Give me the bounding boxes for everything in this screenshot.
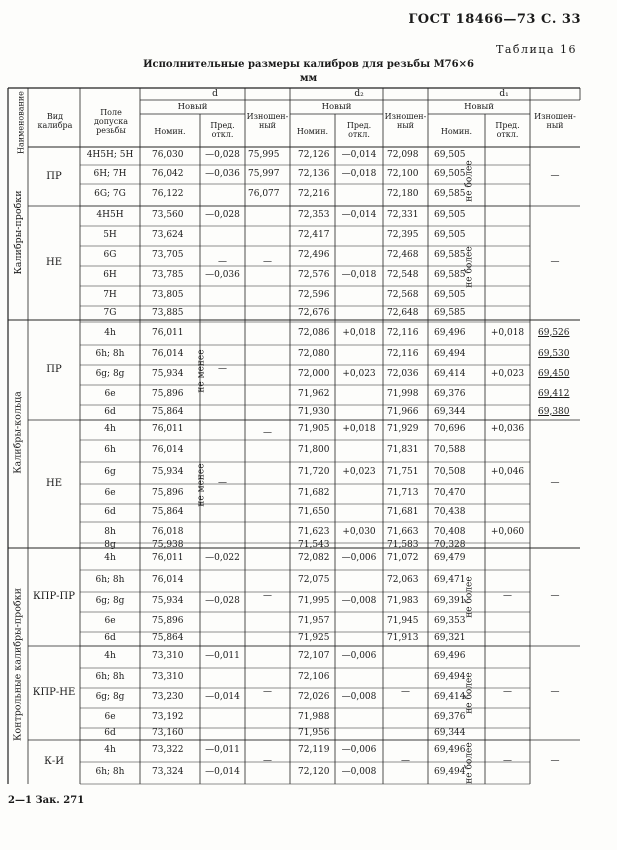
d-worn-cell: 75,995 [248,150,280,160]
header-vid: Вид калибра [37,112,73,130]
dash-cell: — [550,591,560,601]
d-deviation-cell: —0,014 [205,692,240,702]
d1-nominal-cell: 69,505 [434,210,466,220]
d-nominal-cell: 73,192 [152,712,184,722]
d-nominal-cell: 76,011 [152,327,184,338]
d1-nominal-cell: 69,414 [434,692,466,702]
d2-nominal-cell: 71,988 [298,712,330,722]
d-deviation-cell: —0,011 [205,745,240,755]
d2-nominal-cell: 72,353 [298,210,330,220]
d1-nominal-cell: 70,438 [434,507,466,517]
d-nominal-cell: 75,864 [152,507,184,517]
page-footer: 2—1 Зак. 271 [8,795,85,806]
d-nominal-cell: 73,324 [152,767,184,777]
d1-nominal-cell: 69,496 [434,745,466,755]
d-deviation-cell: —0,028 [205,210,240,220]
document-code: ГОСТ 18466—73 С. 33 [408,12,581,27]
d1-deviation-cell: +0,023 [490,369,525,379]
dash-cell: — [550,170,560,181]
d-nominal-cell: 73,885 [152,308,184,318]
d2-deviation-cell: —0,014 [341,210,377,220]
note-ne-bolee: не более [464,576,475,618]
tolerance-cell: 4h [104,553,116,563]
d2-worn-cell: 71,998 [387,389,419,399]
calibre-kind-label: ПР [46,170,62,182]
header-nomin: Номин. [440,127,473,136]
dash-cell: — [263,257,272,267]
tolerance-cell: 8h [104,526,116,537]
dash-cell: — [263,687,272,697]
d1-nominal-cell: 70,696 [434,424,466,434]
tolerance-cell: 6d [104,633,116,643]
d2-deviation-cell: +0,023 [342,467,376,477]
d2-nominal-cell: 72,026 [298,692,330,702]
tolerance-cell: 6h; 8h [95,349,125,359]
d-nominal-cell: 75,896 [152,488,184,498]
d2-worn-cell: 72,116 [387,349,419,359]
d1-nominal-cell: 69,585 [434,189,466,199]
tolerance-cell: 6g; 8g [95,596,125,606]
table-number: Таблица 16 [496,43,577,56]
d2-nominal-cell: 71,682 [298,488,330,498]
d2-nominal-cell: 72,120 [298,767,330,777]
tolerance-cell: 7G [103,308,117,318]
d1-nominal-cell: 69,471 [434,575,466,585]
d2-nominal-cell: 71,995 [298,596,330,606]
d2-worn-cell: 72,395 [387,230,419,240]
d2-nominal-cell: 72,676 [298,308,330,318]
d-nominal-cell: 73,322 [152,745,184,755]
d1-deviation-cell: +0,036 [490,424,525,434]
d2-deviation-cell: +0,018 [342,424,376,434]
header-d2: d₂ [354,89,364,99]
d2-worn-cell: 71,681 [387,507,419,517]
unit-label: мм [299,73,318,84]
note-ne-menee: не менее [196,349,207,393]
calibre-kind-label: К-И [44,756,64,767]
d-nominal-cell: 73,705 [152,250,184,260]
header-nomin: Номин. [154,127,186,136]
d1-worn-cell: 69,412 [538,389,570,399]
note-ne-bolee: не более [464,246,475,288]
note-ne-menee: не менее [196,463,207,507]
d1-nominal-cell: 69,505 [434,290,466,300]
note-ne-bolee: не более [464,160,475,202]
tolerance-cell: 6h; 8h [95,672,125,682]
d-nominal-cell: 76,011 [152,424,184,434]
d-deviation-cell: —0,036 [205,168,240,179]
tolerance-cell: 6e [104,712,116,722]
d1-deviation-cell: +0,060 [490,526,525,537]
d-nominal-cell: 76,042 [152,168,184,179]
d1-nominal-cell: 70,470 [434,488,466,498]
d1-nominal-cell: 69,505 [434,230,466,240]
table-caption: Исполнительные размеры калибров для резьбы М76×6 [143,59,474,70]
header-iznosh: Изношен-ный [534,112,576,130]
d2-worn-cell: 72,100 [387,168,419,179]
d2-deviation-cell: —0,008 [341,767,377,777]
d2-deviation-cell: —0,008 [341,596,377,606]
d-worn-cell: 76,077 [248,189,280,199]
d-nominal-cell: 76,014 [152,349,184,359]
header-iznosh: Изношен-ный [384,112,427,130]
d2-deviation-cell: —0,006 [341,745,377,755]
d-nominal-cell: 73,230 [152,692,184,702]
d2-nominal-cell: 71,957 [298,616,330,626]
tolerance-cell: 6Н [103,270,117,280]
d2-nominal-cell: 71,720 [298,467,330,477]
tolerance-cell: 6e [104,616,116,626]
d2-worn-cell: 71,831 [387,445,419,455]
dash-cell: — [218,257,227,267]
d2-deviation-cell: —0,008 [341,692,377,702]
d2-worn-cell: 72,548 [387,270,419,280]
d2-worn-cell: 71,966 [387,406,419,417]
dash-cell: — [263,756,272,766]
d-deviation-cell: —0,014 [205,767,240,777]
calibre-kind-label: КПР-ПР [32,591,76,602]
dash-cell: — [550,257,560,267]
d-deviation-cell: —0,036 [205,270,240,280]
d1-worn-cell: 69,450 [538,369,570,379]
d2-nominal-cell: 71,962 [298,389,330,399]
tolerance-cell: 5Н [103,230,117,240]
d-nominal-cell: 73,310 [152,651,184,661]
d2-deviation-cell: —0,018 [341,168,377,179]
d2-nominal-cell: 72,216 [298,189,330,199]
d1-nominal-cell: 69,414 [434,369,466,379]
calibre-kind-label: КПР-НЕ [32,687,76,698]
tolerance-cell: 6h [104,445,116,455]
d1-nominal-cell: 69,376 [434,712,466,722]
header-pred: Пред. откл. [346,121,372,139]
d1-nominal-cell: 69,496 [434,327,466,338]
d1-worn-cell: 69,380 [538,406,570,417]
header-novyi: Новый [321,102,352,112]
d-nominal-cell: 75,938 [152,539,184,550]
d2-nominal-cell: 72,086 [298,327,330,338]
dash-cell: — [550,687,560,697]
d-nominal-cell: 75,934 [152,596,184,606]
d1-nominal-cell: 69,344 [434,406,466,417]
d2-deviation-cell: —0,014 [341,150,377,160]
d1-nominal-cell: 69,376 [434,389,466,399]
d2-worn-cell: 72,468 [387,250,419,260]
header-d1: d₁ [499,89,509,99]
d2-nominal-cell: 72,576 [298,270,330,280]
dash-cell: — [550,478,560,488]
d2-nominal-cell: 72,106 [298,672,330,682]
dash-cell: — [401,756,410,766]
header-novyi: Новый [177,102,208,112]
d-deviation-cell: —0,022 [205,553,240,563]
d-nominal-cell: 75,864 [152,633,184,643]
dash-cell: — [218,364,227,374]
dash-cell: — [503,591,512,601]
d1-worn-cell: 69,530 [538,349,570,359]
d2-worn-cell: 72,116 [387,327,419,338]
dash-cell: — [263,591,272,601]
d-nominal-cell: 75,864 [152,406,184,417]
d-nominal-cell: 76,011 [152,553,184,563]
d-nominal-cell: 73,160 [152,728,184,738]
d1-nominal-cell: 70,588 [434,445,466,455]
d-nominal-cell: 73,805 [152,290,184,300]
d2-worn-cell: 72,063 [387,575,419,585]
d-nominal-cell: 73,310 [152,672,184,682]
d1-nominal-cell: 69,391 [434,596,466,606]
d2-nominal-cell: 72,136 [298,168,330,179]
d2-nominal-cell: 72,417 [298,230,330,240]
d1-nominal-cell: 70,408 [434,526,466,537]
d2-nominal-cell: 71,925 [298,633,330,643]
d2-worn-cell: 72,180 [387,189,419,199]
d2-worn-cell: 71,583 [387,539,419,550]
tolerance-cell: 6h; 8h [95,575,125,585]
calibre-kind-label: ПР [46,364,62,375]
group-label: Калибры-кольца [12,391,24,474]
d1-deviation-cell: +0,046 [490,467,525,477]
d-nominal-cell: 76,014 [152,575,184,585]
d2-worn-cell: 71,751 [387,467,419,477]
d2-deviation-cell: —0,018 [341,270,377,280]
tolerance-cell: 4Н5Н [96,210,124,220]
tolerance-cell: 6g; 8g [95,369,125,379]
d1-nominal-cell: 69,494 [434,349,466,359]
d2-nominal-cell: 71,800 [298,445,330,455]
tolerance-cell: 6g; 8g [95,692,125,702]
tolerance-cell: 6d [104,728,116,738]
note-ne-bolee: не более [464,742,475,784]
d2-nominal-cell: 72,107 [298,651,330,661]
d2-nominal-cell: 72,075 [298,575,330,585]
d-nominal-cell: 73,624 [152,230,184,240]
d1-nominal-cell: 69,321 [434,633,466,643]
d2-worn-cell: 72,568 [387,290,419,300]
d-nominal-cell: 73,785 [152,270,184,280]
d2-worn-cell: 71,945 [387,616,419,626]
tolerance-cell: 4Н5Н; 5Н [86,150,134,160]
d1-nominal-cell: 70,508 [434,467,466,477]
d1-nominal-cell: 69,494 [434,767,466,777]
d2-nominal-cell: 72,119 [298,745,330,755]
d1-worn-cell: 69,526 [538,327,570,338]
d2-worn-cell: 71,663 [387,526,419,537]
header-pred: Пред. откл. [495,121,520,139]
tolerance-cell: 6e [104,389,116,399]
d1-nominal-cell: 69,344 [434,728,466,738]
note-ne-bolee: не более [464,672,475,714]
d-nominal-cell: 76,014 [152,445,184,455]
d2-deviation-cell: —0,006 [341,553,377,563]
d2-nominal-cell: 72,596 [298,290,330,300]
d-deviation-cell: —0,011 [205,651,240,661]
d1-nominal-cell: 69,585 [434,250,466,260]
d2-nominal-cell: 71,930 [298,406,330,417]
d1-nominal-cell: 69,496 [434,651,466,661]
header-pred: Пред. откл. [210,121,235,139]
d1-nominal-cell: 69,353 [434,616,466,626]
header-nomin: Номин. [296,127,329,136]
dash-cell: — [503,756,512,766]
d2-nominal-cell: 72,496 [298,250,330,260]
tolerance-cell: 6d [104,507,116,517]
header-d: d [212,89,218,99]
d2-nominal-cell: 71,650 [298,507,330,517]
d-nominal-cell: 73,560 [152,210,184,220]
tolerance-cell: 6G [103,250,117,260]
d2-worn-cell: 71,929 [387,424,419,434]
d-nominal-cell: 75,934 [152,467,184,477]
d2-worn-cell: 72,036 [387,369,419,379]
d-worn-cell: 75,997 [248,168,280,179]
d2-nominal-cell: 71,623 [298,526,330,537]
d2-nominal-cell: 71,905 [298,424,330,434]
d-deviation-cell: —0,028 [205,596,240,606]
header-naim: Наименование [16,91,26,154]
d1-nominal-cell: 69,505 [434,150,466,160]
d2-worn-cell: 71,913 [387,633,419,643]
d2-nominal-cell: 71,956 [298,728,330,738]
dash-cell: — [263,428,272,438]
tolerance-cell: 4h [104,327,116,338]
tolerance-cell: 6G; 7G [94,189,126,199]
header-novyi: Новый [464,102,494,112]
d2-worn-cell: 71,983 [387,596,419,606]
tolerance-cell: 6Н; 7Н [93,168,127,179]
d2-nominal-cell: 72,080 [298,349,330,359]
d2-deviation-cell: +0,030 [342,526,376,537]
dash-cell: — [503,687,512,697]
d2-deviation-cell: +0,018 [342,327,376,338]
group-label: Калибры-пробки [12,189,24,275]
d1-nominal-cell: 70,328 [434,539,466,550]
header-iznosh: Изношен-ный [246,112,289,130]
dash-cell: — [401,687,410,697]
d1-nominal-cell: 69,585 [434,270,466,280]
d-nominal-cell: 76,122 [152,189,184,199]
d1-nominal-cell: 69,479 [434,553,466,563]
d1-deviation-cell: +0,018 [490,327,525,338]
tolerance-cell: 6d [104,406,116,417]
tolerance-cell: 6g [104,467,116,477]
dash-cell: — [550,756,560,766]
d-nominal-cell: 76,030 [152,150,184,160]
d2-deviation-cell: +0,023 [342,369,376,379]
d-nominal-cell: 75,896 [152,389,184,399]
header-pole: Поле допуска резьбы [93,108,129,135]
tolerance-cell: 4h [104,424,116,434]
d-nominal-cell: 75,934 [152,369,184,379]
tolerance-cell: 7Н [103,290,117,300]
d1-nominal-cell: 69,505 [434,168,466,179]
tolerance-cell: 8g [104,539,116,550]
d-nominal-cell: 76,018 [152,526,184,537]
d2-nominal-cell: 71,543 [298,539,330,550]
tolerance-cell: 4h [104,651,116,661]
group-label: Контрольные калибры-пробки [12,588,24,741]
d2-worn-cell: 71,713 [387,488,419,498]
d2-worn-cell: 72,331 [387,210,419,220]
d2-worn-cell: 72,648 [387,308,419,318]
calibre-kind-label: НЕ [45,257,63,268]
d-nominal-cell: 75,896 [152,616,184,626]
d2-worn-cell: 71,072 [387,553,419,563]
calibre-kind-label: НЕ [45,478,63,489]
d2-worn-cell: 72,098 [387,150,419,160]
tolerance-cell: 6h; 8h [95,767,125,777]
dash-cell: — [218,478,227,488]
d2-nominal-cell: 72,082 [298,553,330,563]
d1-nominal-cell: 69,494 [434,672,466,682]
d2-deviation-cell: —0,006 [341,651,377,661]
tolerance-cell: 4h [104,745,116,755]
d-deviation-cell: —0,028 [205,150,240,160]
d1-nominal-cell: 69,585 [434,308,466,318]
d2-nominal-cell: 72,126 [298,150,330,160]
tolerance-cell: 6e [104,488,116,498]
d2-nominal-cell: 72,000 [298,369,330,379]
